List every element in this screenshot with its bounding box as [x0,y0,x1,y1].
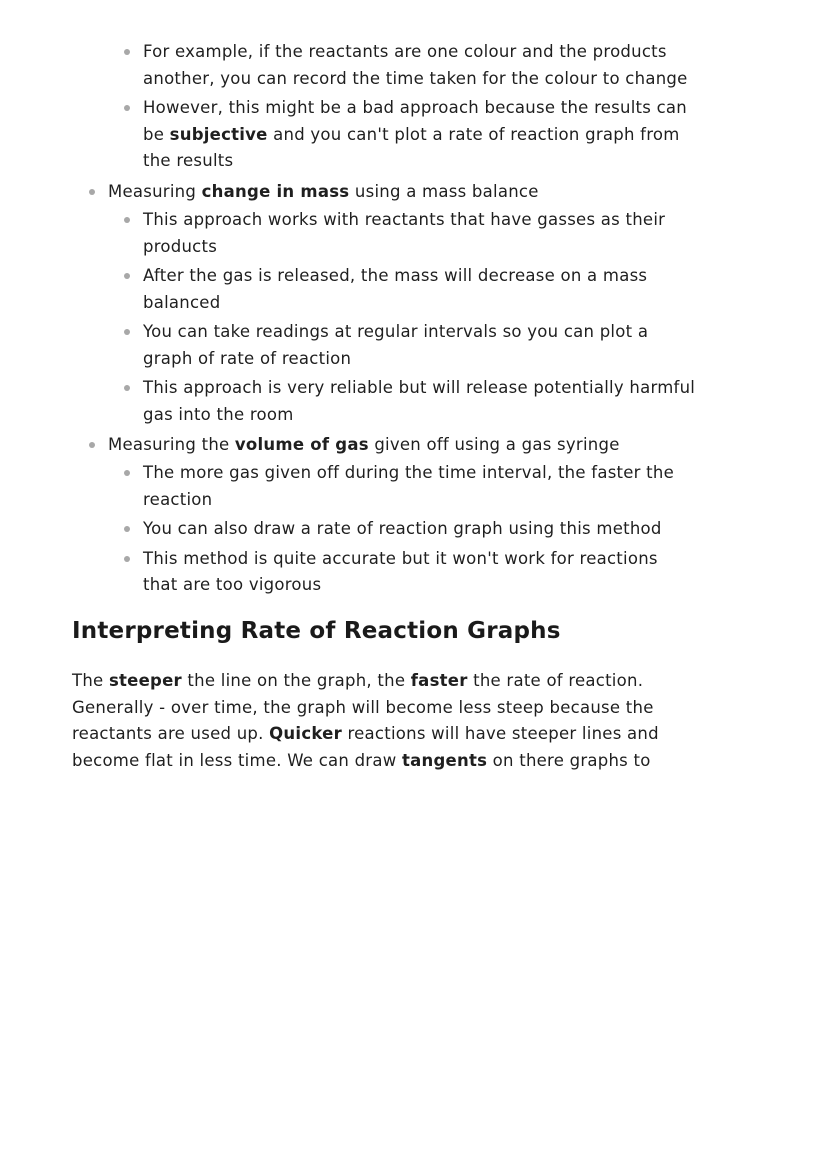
bullet-icon [124,470,130,476]
mass-sublist [0,207,767,428]
mass-list [0,179,828,206]
bullet-icon [89,442,95,448]
bullet-icon [124,556,130,562]
section-heading: Interpreting Rate of Reaction Graphs [72,618,561,644]
bullet-icon [124,526,130,532]
gas-sublist [0,460,746,599]
bullet-icon [124,273,130,279]
gas-list [0,432,828,459]
body-paragraph: The steeper the line on the graph, the faster the rate of reaction. Generally - over time, the graph will become less steep because the reactants are used up. Quicker reactions will have steeper lines and become flat in less time. We can draw tangents on there graphs to [72,671,659,770]
list-item: For example, if the reactants are one colour and the products another, you can record the time taken for the colour to change [0,39,760,92]
bullet-icon [89,189,95,195]
list-item: You can also draw a rate of reaction graph using this method [0,516,746,543]
list-item: You can take readings at regular intervals so you can plot a graph of rate of reaction [0,319,767,372]
list-item: This method is quite accurate but it won't work for reactions that are too vigorous [0,546,746,599]
bullet-icon [124,105,130,111]
bullet-icon [124,329,130,335]
bullet-icon [124,217,130,223]
bullet-icon [124,49,130,55]
list-item-gas: Measuring the volume of gas given off using a gas syringe [0,432,828,459]
list-item: This approach is very reliable but will release potentially harmful gas into the room [0,375,767,428]
list-item-mass: Measuring change in mass using a mass balance [0,179,828,206]
list-item: The more gas given off during the time interval, the faster the reaction [0,460,746,513]
list-item: After the gas is released, the mass will decrease on a mass balanced [0,263,767,316]
intro-sublist [0,39,760,175]
list-item: However, this might be a bad approach because the results can be subjective and you can't plot a rate of reaction graph from the results [0,95,760,175]
bullet-icon [124,385,130,391]
list-item: This approach works with reactants that have gasses as their products [0,207,767,260]
